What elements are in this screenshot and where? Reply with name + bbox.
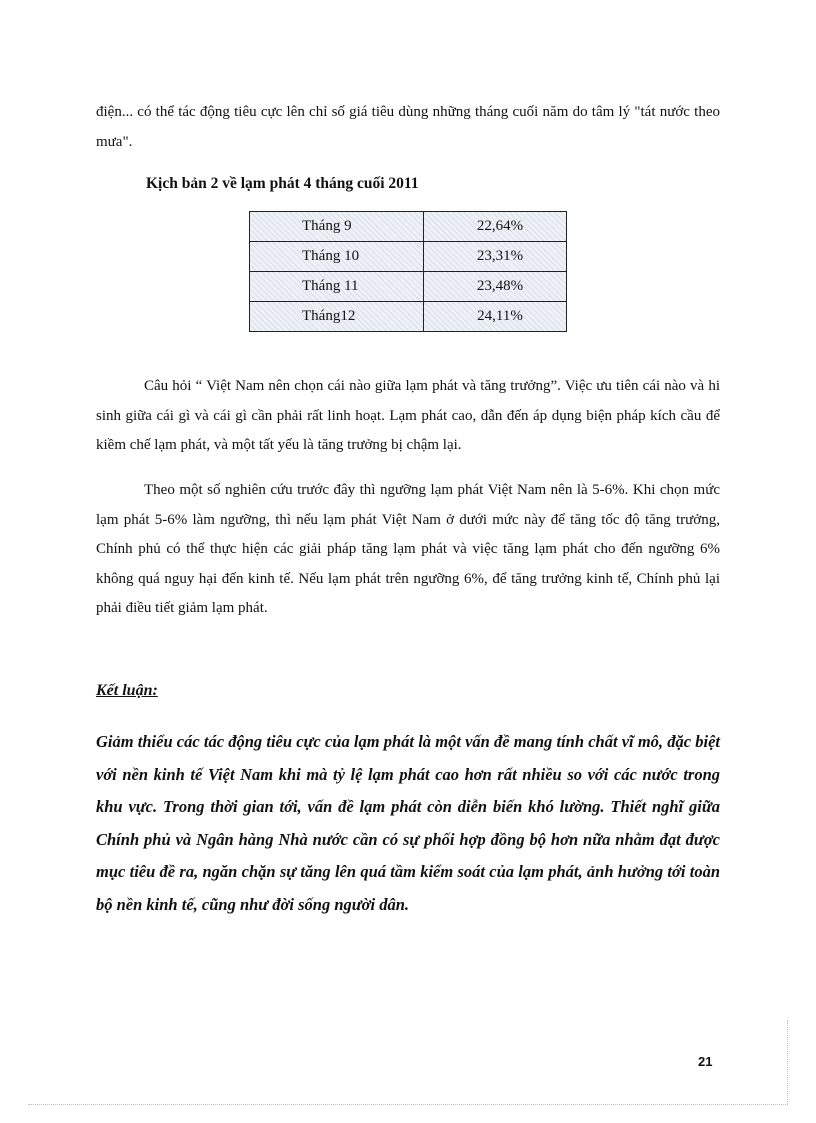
month-cell: Tháng 11	[250, 272, 424, 302]
margin-divider	[787, 1020, 788, 1104]
footer-divider	[28, 1104, 788, 1105]
page-number: 21	[698, 1054, 713, 1069]
paragraph-continued: điện... có thể tác động tiêu cực lên chỉ số giá tiêu dùng những tháng cuối năm do tâm lý "tát nước theo mưa".	[96, 104, 720, 150]
paragraph-question: Câu hỏi “ Việt Nam nên chọn cái nào giữa lạm phát và tăng trưởng”. Việc ưu tiên cái nào và hi sinh giữa cái gì và cái gì cần phải rất linh hoạt. Lạm phát cao, dẫn đến áp dụng biện pháp kích cầu để kiềm chế lạm phát, và một tất yếu là tăng trưởng bị chậm lại.	[96, 378, 720, 453]
conclusion-heading: Kết luận:	[96, 682, 158, 699]
value-cell: 23,48%	[424, 272, 567, 302]
paragraph-research: Theo một số nghiên cứu trước đây thì ngưỡng lạm phát Việt Nam nên là 5-6%. Khi chọn mức lạm phát 5-6% làm ngưỡng, thì nếu lạm phát Việt Nam ở dưới mức này để tăng tốc độ tăng trưởng, Chính phủ có thể thực hiện các giải pháp tăng lạm phát và việc tăng lạm phát cho đến ngưỡng 6% không quá nguy hại đến kinh tế. Nếu lạm phát trên ngưỡng 6%, để tăng trưởng kinh tế, Chính phủ lại phải điều tiết giảm lạm phát.	[96, 482, 720, 616]
value-cell: 24,11%	[424, 302, 567, 332]
table-row	[250, 242, 567, 272]
month-cell: Tháng 9	[250, 212, 424, 242]
value-cell: 22,64%	[424, 212, 567, 242]
month-cell: Tháng12	[250, 302, 424, 332]
table-row	[250, 212, 567, 242]
inflation-scenario-table	[249, 211, 567, 332]
table-row	[250, 302, 567, 332]
table-title: Kịch bản 2 về lạm phát 4 tháng cuối 2011	[146, 175, 419, 192]
month-cell: Tháng 10	[250, 242, 424, 272]
table-row	[250, 272, 567, 302]
conclusion-paragraph: Giảm thiểu các tác động tiêu cực của lạm phát là một vấn đề mang tính chất vĩ mô, đặc biệt với nền kinh tế Việt Nam khi mà tỷ lệ lạm phát cao hơn rất nhiều so với các nước trong khu vực. Trong thời gian tới, vấn đề lạm phát còn diễn biến khó lường. Thiết nghĩ giữa Chính phủ và Ngân hàng Nhà nước cần có sự phối hợp đồng bộ hơn nữa nhằm đạt được mục tiêu đề ra, ngăn chặn sự tăng lên quá tầm kiểm soát của lạm phát, ảnh hưởng tới toàn bộ nền kinh tế, cũng như đời sống người dân.	[96, 732, 720, 914]
value-cell: 23,31%	[424, 242, 567, 272]
